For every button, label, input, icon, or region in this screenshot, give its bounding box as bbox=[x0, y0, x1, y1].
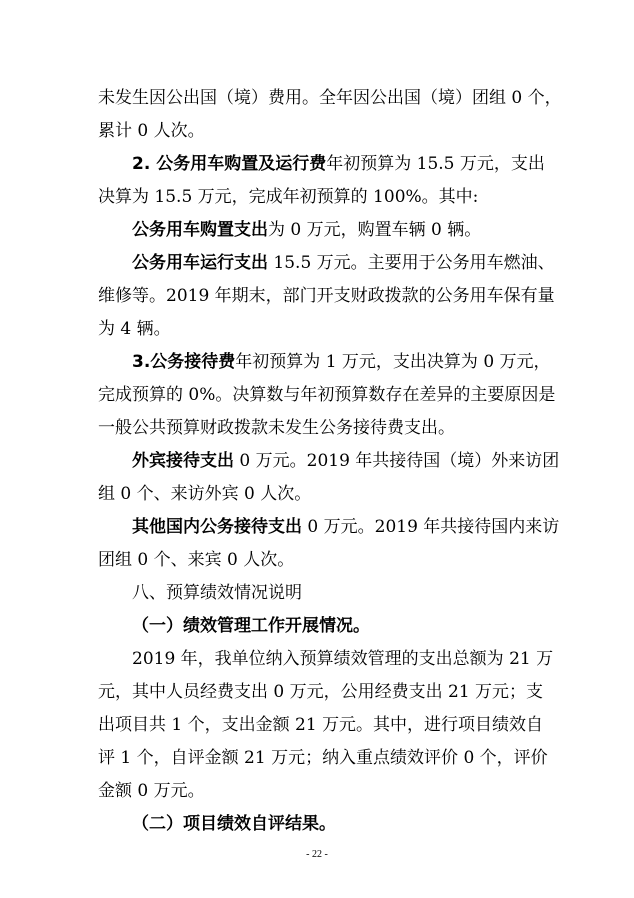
page-number: - 22 - bbox=[306, 849, 328, 860]
subsection-heading: （一）绩效管理工作开展情况。 bbox=[132, 616, 370, 636]
inline-heading: 2. 公务用车购置及运行费 bbox=[132, 154, 327, 174]
text-line: 2019 年，我单位纳入预算绩效管理的支出总额为 21 万 bbox=[132, 649, 554, 669]
paragraph-line bbox=[132, 449, 559, 473]
inline-heading: 公务用车购置支出 bbox=[132, 220, 268, 240]
text-line: 决算为 15.5 万元，完成年初预算的 100%。其中: bbox=[98, 187, 479, 207]
text-span: 0 万元。2019 年共接待国（境）外来访团 bbox=[234, 451, 560, 471]
inline-heading: 其他国内公务接待支出 bbox=[132, 517, 302, 537]
text-line: 评 1 个，自评金额 21 万元；纳入重点绩效评价 0 个，评价 bbox=[98, 748, 548, 768]
paragraph-line bbox=[132, 152, 545, 176]
text-line: 未发生因公出国（境）费用。全年因公出国（境）团组 0 个， bbox=[98, 88, 562, 108]
text-line: 元，其中人员经费支出 0 万元，公用经费支出 21 万元；支 bbox=[98, 682, 544, 702]
text-span: 为 0 万元，购置车辆 0 辆。 bbox=[268, 220, 482, 240]
text-span: 年初预算为 1 万元，支出决算为 0 万元， bbox=[235, 352, 551, 372]
text-line: 为 4 辆。 bbox=[98, 319, 171, 339]
inline-heading: 外宾接待支出 bbox=[132, 451, 234, 471]
inline-heading: 3.公务接待费 bbox=[132, 352, 236, 372]
paragraph-line bbox=[132, 515, 559, 539]
text-line: 团组 0 个、来宾 0 人次。 bbox=[98, 550, 295, 570]
text-line: 出项目共 1 个，支出金额 21 万元。其中，进行项目绩效自 bbox=[98, 715, 544, 735]
text-line: 累计 0 人次。 bbox=[98, 121, 205, 141]
text-line: 维修等。2019 年期末，部门开支财政拨款的公务用车保有量 bbox=[98, 286, 555, 306]
paragraph-line bbox=[132, 251, 555, 275]
subsection-heading: （二）项目绩效自评结果。 bbox=[132, 814, 336, 834]
text-line: 一般公共预算财政拨款未发生公务接待费支出。 bbox=[98, 418, 455, 438]
text-line: 金额 0 万元。 bbox=[98, 781, 205, 801]
text-span: 15.5 万元。主要用于公务用车燃油、 bbox=[268, 253, 555, 273]
inline-heading: 公务用车运行支出 bbox=[132, 253, 268, 273]
paragraph-line bbox=[132, 350, 551, 374]
section-heading: 八、预算绩效情况说明 bbox=[132, 583, 302, 603]
text-span: 年初预算为 15.5 万元，支出 bbox=[326, 154, 545, 174]
text-line: 完成预算的 0%。决算数与年初预算数存在差异的主要原因是 bbox=[98, 385, 556, 405]
text-span: 0 万元。2019 年共接待国内来访 bbox=[302, 517, 560, 537]
paragraph-line bbox=[132, 218, 481, 242]
text-line: 组 0 个、来访外宾 0 人次。 bbox=[98, 484, 312, 504]
